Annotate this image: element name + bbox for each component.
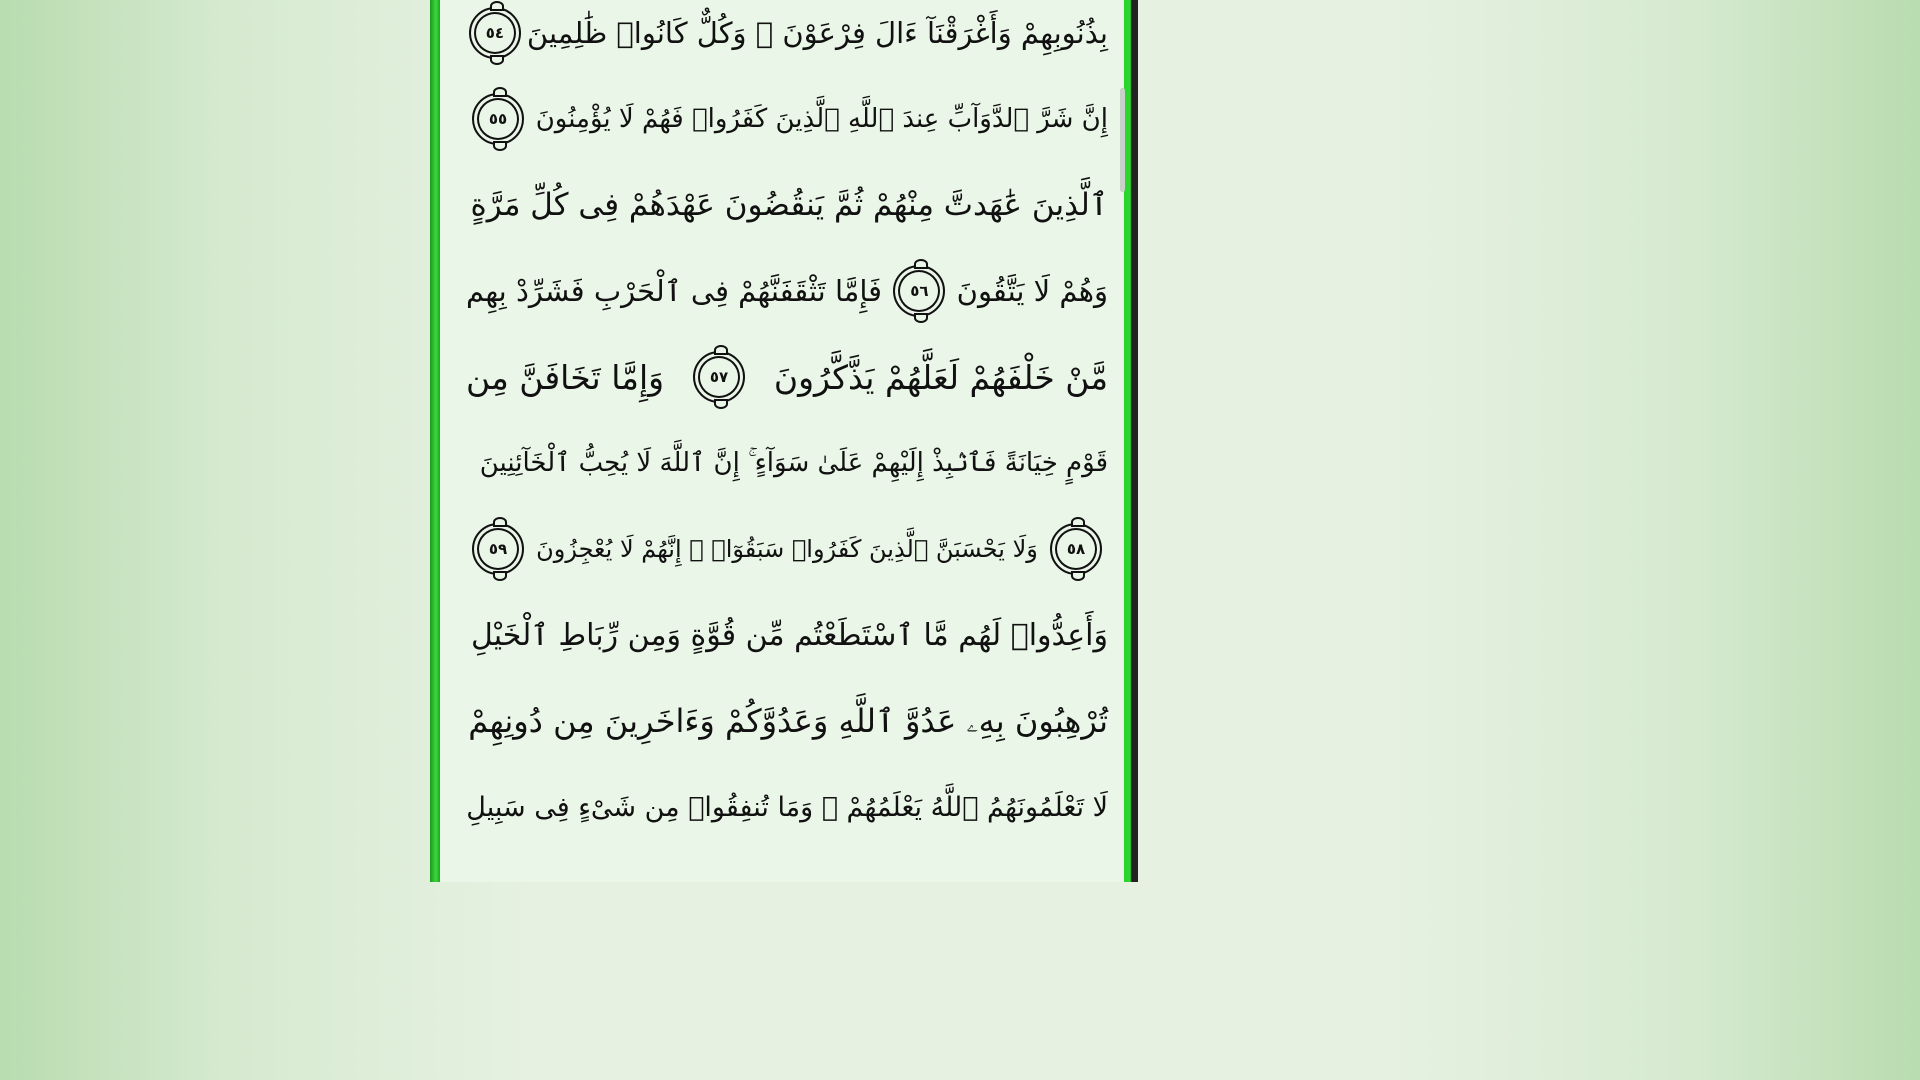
ayah-number-marker: ٥٦ <box>893 265 945 317</box>
verse-text: وَلَا يَحْسَبَنَّ ٱلَّذِينَ كَفَرُوا۟ سَبَقُوٓا۟ ۚ إِنَّهُمْ لَا يُعْجِزُونَ <box>536 535 1038 563</box>
verse-line <box>466 764 1108 850</box>
verse-line <box>466 248 1108 334</box>
scrollbar-thumb[interactable] <box>1120 88 1125 192</box>
mushaf-page <box>430 0 1138 882</box>
ayah-number-marker: ٥٨ <box>1050 523 1102 575</box>
ayah-number-marker: ٥٥ <box>472 93 524 145</box>
verse-text: لَا تَعْلَمُونَهُمُ ٱللَّهُ يَعْلَمُهُمْ ۚ وَمَا تُنفِقُوا۟ مِن شَىْءٍ فِى سَبِيلِ <box>466 791 1108 823</box>
verse-text: وَإِمَّا تَخَافَنَّ مِن <box>466 357 665 397</box>
verse-text: وَأَعِدُّوا۟ لَهُم مَّا ٱسْتَطَعْتُم مِّن قُوَّةٍ وَمِن رِّبَاطِ ٱلْخَيْلِ <box>470 617 1108 653</box>
verse-line <box>466 420 1108 506</box>
ayah-number-marker: ٥٩ <box>472 523 524 575</box>
verse-text: فَإِمَّا تَثْقَفَنَّهُمْ فِى ٱلْحَرْبِ فَشَرِّدْ بِهِم <box>466 274 883 308</box>
verse-line <box>466 678 1108 764</box>
verse-line <box>466 506 1108 592</box>
verse-text: ٱلَّذِينَ عَٰهَدتَّ مِنْهُمْ ثُمَّ يَنقُضُونَ عَهْدَهُمْ فِى كُلِّ مَرَّةٍ <box>470 187 1108 223</box>
verse-text: بِذُنُوبِهِمْ وَأَغْرَقْنَآ ءَالَ فِرْعَوْنَ ۚ وَكُلٌّ كَانُوا۟ ظَٰلِمِينَ <box>526 16 1108 50</box>
verse-text: تُرْهِبُونَ بِهِۦ عَدُوَّ ٱللَّهِ وَعَدُوَّكُمْ وَءَاخَرِينَ مِن دُونِهِمْ <box>468 701 1108 740</box>
ayah-number-marker: ٥٧ <box>693 351 745 403</box>
verse-text: وَهُمْ لَا يَتَّقُونَ <box>956 274 1108 308</box>
page-border-right <box>1124 0 1138 882</box>
verse-text: إِنَّ شَرَّ ٱلدَّوَآبِّ عِندَ ٱللَّهِ ٱلَّذِينَ كَفَرُوا۟ فَهُمْ لَا يُؤْمِنُونَ <box>535 104 1108 134</box>
verse-line <box>466 0 1108 76</box>
verse-text: قَوْمٍ خِيَانَةً فَٱنۢبِذْ إِلَيْهِمْ عَلَىٰ سَوَآءٍ ۚ إِنَّ ٱللَّهَ لَا يُحِبُّ ٱلْخَآئِنِينَ <box>479 447 1108 478</box>
verse-text: مَّنْ خَلْفَهُمْ لَعَلَّهُمْ يَذَّكَّرُونَ <box>773 357 1108 397</box>
verse-line <box>466 592 1108 678</box>
verse-line <box>466 334 1108 420</box>
verse-line <box>466 76 1108 162</box>
verse-line <box>466 162 1108 248</box>
ayah-number-marker: ٥٤ <box>469 7 521 59</box>
page-border-left <box>430 0 440 882</box>
